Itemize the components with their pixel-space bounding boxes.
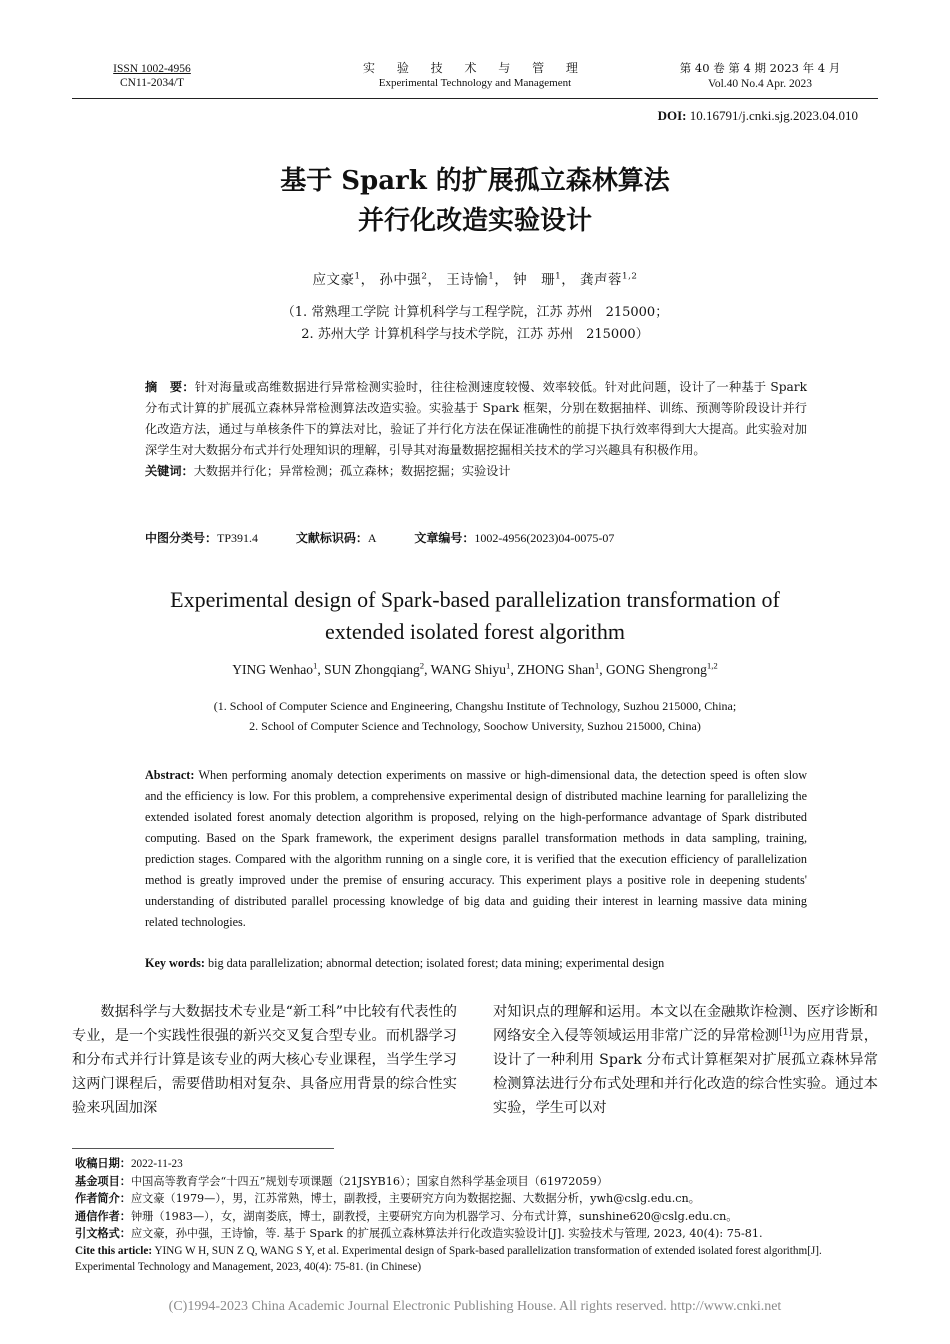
citation-ref[interactable]: [1] [779, 1026, 793, 1038]
author-cn: 龚声蓉 [580, 272, 623, 288]
classification-row: 中图分类号：TP391.4 文献标识码：A 文章编号：1002-4956(2023)04-0075-07 [145, 531, 615, 545]
abstract-cn [145, 377, 807, 482]
authors-cn: 应文豪$^1$， 孙中强$^2$， 王诗愉$^1$， 钟 珊$^1$， 龚声蓉$^{1,2}$ [312, 271, 638, 288]
keywords-cn-label: 关键词： [145, 464, 194, 478]
affiliation-cn: （1. 常熟理工学院 计算机科学与工程学院，江苏 苏州 215000； [281, 305, 669, 320]
journal-identifiers [92, 62, 212, 90]
author-en: ZHONG Shan [517, 662, 595, 677]
title-en-line1: Experimental design of Spark-based parallelization transformation of [170, 587, 780, 612]
issue-cn: 第 40 卷 第 4 期 2023 年 4 月 [679, 61, 841, 75]
abstract-en [145, 765, 807, 933]
received-date: 收稿日期：2022-11-23 [75, 1156, 183, 1170]
journal-name-en: Experimental Technology and Management [378, 77, 572, 89]
journal-name-cn: 实 验 技 术 与 管 理 [363, 61, 587, 75]
doc-code: A [367, 531, 377, 545]
authors-en: YING Wenhao$^1$, SUN Zhongqiang$^2$, WANG Shiyu$^1$, ZHONG Shan$^1$, GONG Shengrong$^{1,2}$ [232, 660, 718, 677]
footnote-rule [72, 1148, 334, 1149]
doi-value: 10.16791/j.cnki.sjg.2023.04.010 [689, 108, 858, 123]
author-bio: 作者简介：应文豪（1979—），男，江苏常熟，博士，副教授，主要研究方向为数据挖掘、大数据分析，ywh@cslg.edu.cn。 [75, 1191, 700, 1205]
cn-number: CN11-2034/T [119, 77, 185, 89]
affiliations-en [0, 696, 950, 736]
author-en: GONG Shengrong [605, 662, 707, 677]
doi [658, 108, 858, 124]
fund-info: 基金项目：中国高等教育学会“十四五”规划专项课题（21JSYB16）；国家自然科学基金项目（61972059） [75, 1173, 608, 1188]
abstract-cn-label: 摘 要： [145, 380, 195, 394]
author-en: WANG Shiyu [430, 662, 507, 677]
cite-format-cn: 引文格式：应文豪，孙中强，王诗愉，等. 基于 Spark 的扩展孤立森林算法并行化改造实验设计[J]. 实验技术与管理, 2023, 40(4): 75-81. [75, 1226, 763, 1240]
body-column-right: 对知识点的理解和运用。本文以在金融欺诈检测、医疗诊断和网络安全入侵等领域运用非常广泛的异常检测[1]为应用背景，设计了一种利用 Spark 分布式计算框架对扩展孤立森林异常检测算法进行分布式处理和并行化改造的综合性实验。通过本实验，学生可以对 [493, 1004, 878, 1116]
footnotes [75, 1155, 880, 1276]
author-cn: 钟 珊 [513, 272, 556, 288]
keywords-en [145, 956, 807, 971]
body-column-left: 数据科学与大数据技术专业是“新工科”中比较有代表性的专业，是一个实践性很强的新兴交叉复合型专业。而机器学习和分布式并行计算是该专业的两大核心专业课程，当学生学习这两门课程后，需要借助相对复杂、具备应用背景的综合性实验来巩固加深 [72, 1004, 457, 1116]
title-cn-line2: 并行化改造实验设计 [357, 206, 592, 236]
cite-this-article: Cite this article: YING W H, SUN Z Q, WANG S Y, et al. Experimental design of Spark-based parallelization transformation of extended isolated forest algorithm[J]. Experimental Technology and Management, 2023, 40(4): 75-81. (in Chinese) [75, 1244, 822, 1273]
keywords-cn [145, 461, 807, 482]
doi-label: DOI: [657, 108, 687, 123]
abstract-en-label: Abstract: [145, 768, 195, 782]
issn: ISSN 1002-4956 [113, 63, 191, 75]
affiliation-en: 2. School of Computer Science and Technology, Soochow University, Suzhou 215000, China) [249, 719, 701, 733]
abstract-cn-text: 针对海量或高维数据进行异常检测实验时，往往检测速度较慢、效率较低。针对此问题，设计了一种基于 Spark 分布式计算的扩展孤立森林异常检测算法改造实验。实验基于 Spark 框架，分别在数据抽样、训练、预测等阶段设计并行化改造方法，通过与单核条件下的算法对比，验证了并行化方法在保证准确性的前提下执行效率得到大大提高。此实验对加深学生对大数据分布式并行处理知识的理解，引导其对海量数据挖掘相关技术的学习兴趣具有积极作用。 [145, 380, 807, 457]
author-en: YING Wenhao [232, 662, 313, 677]
keywords-en-label: Key words: [145, 956, 205, 970]
title-cn-line1: 基于 Spark 的扩展孤立森林算法 [280, 166, 670, 196]
title-en [0, 584, 950, 648]
abstract-en-text: When performing anomaly detection experiments on massive or high-dimensional data, the detection speed is often slow and the efficiency is low. For this problem, a comprehensive experimental design of distributed machine learning for parallelizing the extended isolated forest anomaly detection algorithm is proposed, relying on the high-performance advantage of Spark distributed computing. Based on the Spark framework, the experiment designs parallel transformation methods in data sampling, training, prediction stages. Compared with the algorithm running on a single core, it is verified that the execution efficiency of parallelization method is greatly improved under the premise of ensuring accuracy. This experiment plays a positive role in deepening students' understanding of distributed parallel processing knowledge of big data and guiding their interest in learning massive data mining related technologies. [145, 768, 808, 929]
keywords-cn-text: 大数据并行化；异常检测；孤立森林；数据挖掘；实验设计 [193, 464, 511, 478]
journal-name [300, 60, 650, 90]
affiliation-cn: 2. 苏州大学 计算机科学与技术学院，江苏 苏州 215000） [301, 327, 649, 342]
title-en-line2: extended isolated forest algorithm [325, 619, 625, 644]
author-cn: 孙中强 [379, 272, 422, 288]
author-en: SUN Zhongqiang [324, 662, 420, 677]
article-number: 1002-4956(2023)04-0075-07 [474, 531, 615, 545]
clc-number: TP391.4 [217, 531, 259, 545]
keywords-en-text: big data parallelization; abnormal detection; isolated forest; data mining; experimental design [207, 956, 665, 970]
copyright-watermark: (C)1994-2023 China Academic Journal Electronic Publishing House. All rights reserved. http://www.cnki.net [168, 1299, 782, 1314]
header-rule [72, 98, 878, 99]
author-cn: 王诗愉 [446, 272, 489, 288]
corresponding-author: 通信作者：钟珊（1983—），女，湖南娄底，博士，副教授，主要研究方向为机器学习、分布式计算，sunshine620@cslg.edu.cn。 [75, 1208, 738, 1223]
affiliation-en: (1. School of Computer Science and Engineering, Changshu Institute of Technology, Suzhou 215000, China; [213, 699, 737, 713]
issue-en: Vol.40 No.4 Apr. 2023 [708, 78, 812, 90]
author-cn: 应文豪 [312, 272, 355, 288]
issue-info [650, 60, 870, 92]
affiliations-cn [0, 302, 950, 346]
